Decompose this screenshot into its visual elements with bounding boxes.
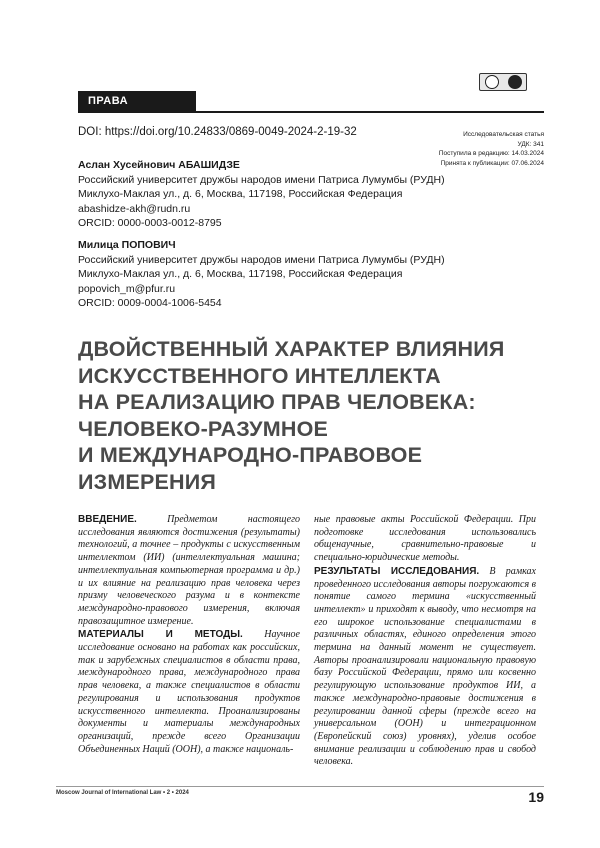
received-date: Поступила в редакцию: 14.03.2024 (438, 150, 544, 157)
results-heading: РЕЗУЛЬТАТЫ ИССЛЕДОВАНИЯ. (314, 565, 480, 577)
intro-heading: ВВЕДЕНИЕ. (78, 514, 137, 525)
author-address: Миклухо-Маклая ул., д. 6, Москва, 117198, Российская Федерация (78, 268, 403, 280)
author-block (78, 158, 445, 231)
author-address: Миклухо-Маклая ул., д. 6, Москва, 117198, Российская Федерация (78, 188, 403, 200)
udk: УДК: 341 (517, 140, 544, 148)
cc-icon (485, 75, 499, 89)
footer-rule (56, 786, 544, 787)
accepted-date: Принята к публикации: 07.06.2024 (440, 159, 544, 167)
author-orcid[interactable]: ORCID: 0000-0003-0012-8795 (78, 217, 222, 229)
doi-link[interactable]: DOI: https://doi.org/10.24833/0869-0049-2024-2-19-32 (78, 126, 357, 138)
abstract-methods (78, 629, 300, 756)
title-line: ИЗМЕРЕНИЯ (78, 469, 217, 494)
title-line: ДВОЙСТВЕННЫЙ ХАРАКТЕР ВЛИЯНИЯ (78, 337, 505, 361)
cc-by-icon (508, 75, 522, 89)
section-tag: ПРАВА ЧЕЛОВЕКА (78, 91, 196, 111)
results-text: В рамках проведенного исследования авторы погружаются в понятие самого термина «искусственный интеллект» и приходят к выводу, что несмотря на его широкое использование специалистами в различных областях, единого определения этого термина на данный момент не существует. Авторы проанализировали национальную правовую базу Российской Федерации, прямо или косвенно регулирующую использование продуктов ИИ, а также международно-правовые достижения в регулировании данной сферы (прежде всего на универсальном (ООН) и интеграционном (Европейский союз) уровнях), уделив особое внимание реализации и соблюдению прав и свобод человека. (314, 565, 536, 768)
author-email[interactable]: abashidze-akh@rudn.ru (78, 202, 191, 215)
abstract-intro (78, 514, 300, 628)
abstract-column-right (314, 514, 536, 770)
methods-text-continued: ные правовые акты Российской Федерации. При подготовке исследования использовались общенаучные, сравнительно-правовые и специально-юридические методы. (314, 514, 536, 564)
article-title (78, 336, 548, 495)
author-block (78, 238, 445, 311)
author-affiliation: Российский университет дружбы народов имени Патриса Лумумбы (РУДН) (78, 253, 445, 266)
article-meta (439, 130, 544, 168)
author-email[interactable]: popovich_m@pfur.ru (78, 282, 176, 295)
methods-heading: МАТЕРИАЛЫ И МЕТОДЫ. (78, 629, 243, 641)
article-type: Исследовательская статья (463, 131, 544, 138)
author-orcid[interactable]: ORCID: 0009-0004-1006-5454 (78, 297, 222, 309)
section-rule (78, 111, 544, 113)
abstract-column-left (78, 514, 300, 757)
journal-footer: Moscow Journal of International Law • 2 • 2024 (56, 790, 189, 796)
page-number: 19 (528, 789, 544, 805)
abstract-methods-continued (314, 514, 536, 565)
title-line: И МЕЖДУНАРОДНО-ПРАВОВОЕ (78, 443, 423, 467)
author-name: Аслан Хусейнович АБАШИДЗЕ (78, 159, 240, 171)
author-name: Милица ПОПОВИЧ (78, 239, 176, 251)
abstract-results (314, 566, 536, 769)
cc-license-badge (479, 73, 527, 91)
title-line: ИСКУССТВЕННОГО ИНТЕЛЛЕКТА (78, 363, 441, 388)
title-line: НА РЕАЛИЗАЦИЮ ПРАВ ЧЕЛОВЕКА: (78, 390, 476, 414)
intro-text: Предметом настоящего исследования являются достижения (результаты) технологий, а точнее – продукты с искусственным интеллектом (ИИ) (интеллектуальная машина; интеллектуальная компьютерная программа и др.) и их влияние на реализацию прав человека через призму человеческого разума и в контексте международно-правового измерения, включая правозащитное измерение. (78, 514, 301, 627)
title-line: ЧЕЛОВЕКО-РАЗУМНОЕ (78, 416, 329, 441)
author-affiliation: Российский университет дружбы народов имени Патриса Лумумбы (РУДН) (78, 173, 445, 186)
methods-text: Научное исследование основано на работах как российских, так и зарубежных специалистов в области права, международного права, международного права прав человека, а также специалистов в области регулирования и использования продуктов искусственного интеллекта. Проанализированы документы и материалы международных организаций, прежде всего Организации Объединенных Наций (ООН), а также националь- (78, 629, 300, 755)
